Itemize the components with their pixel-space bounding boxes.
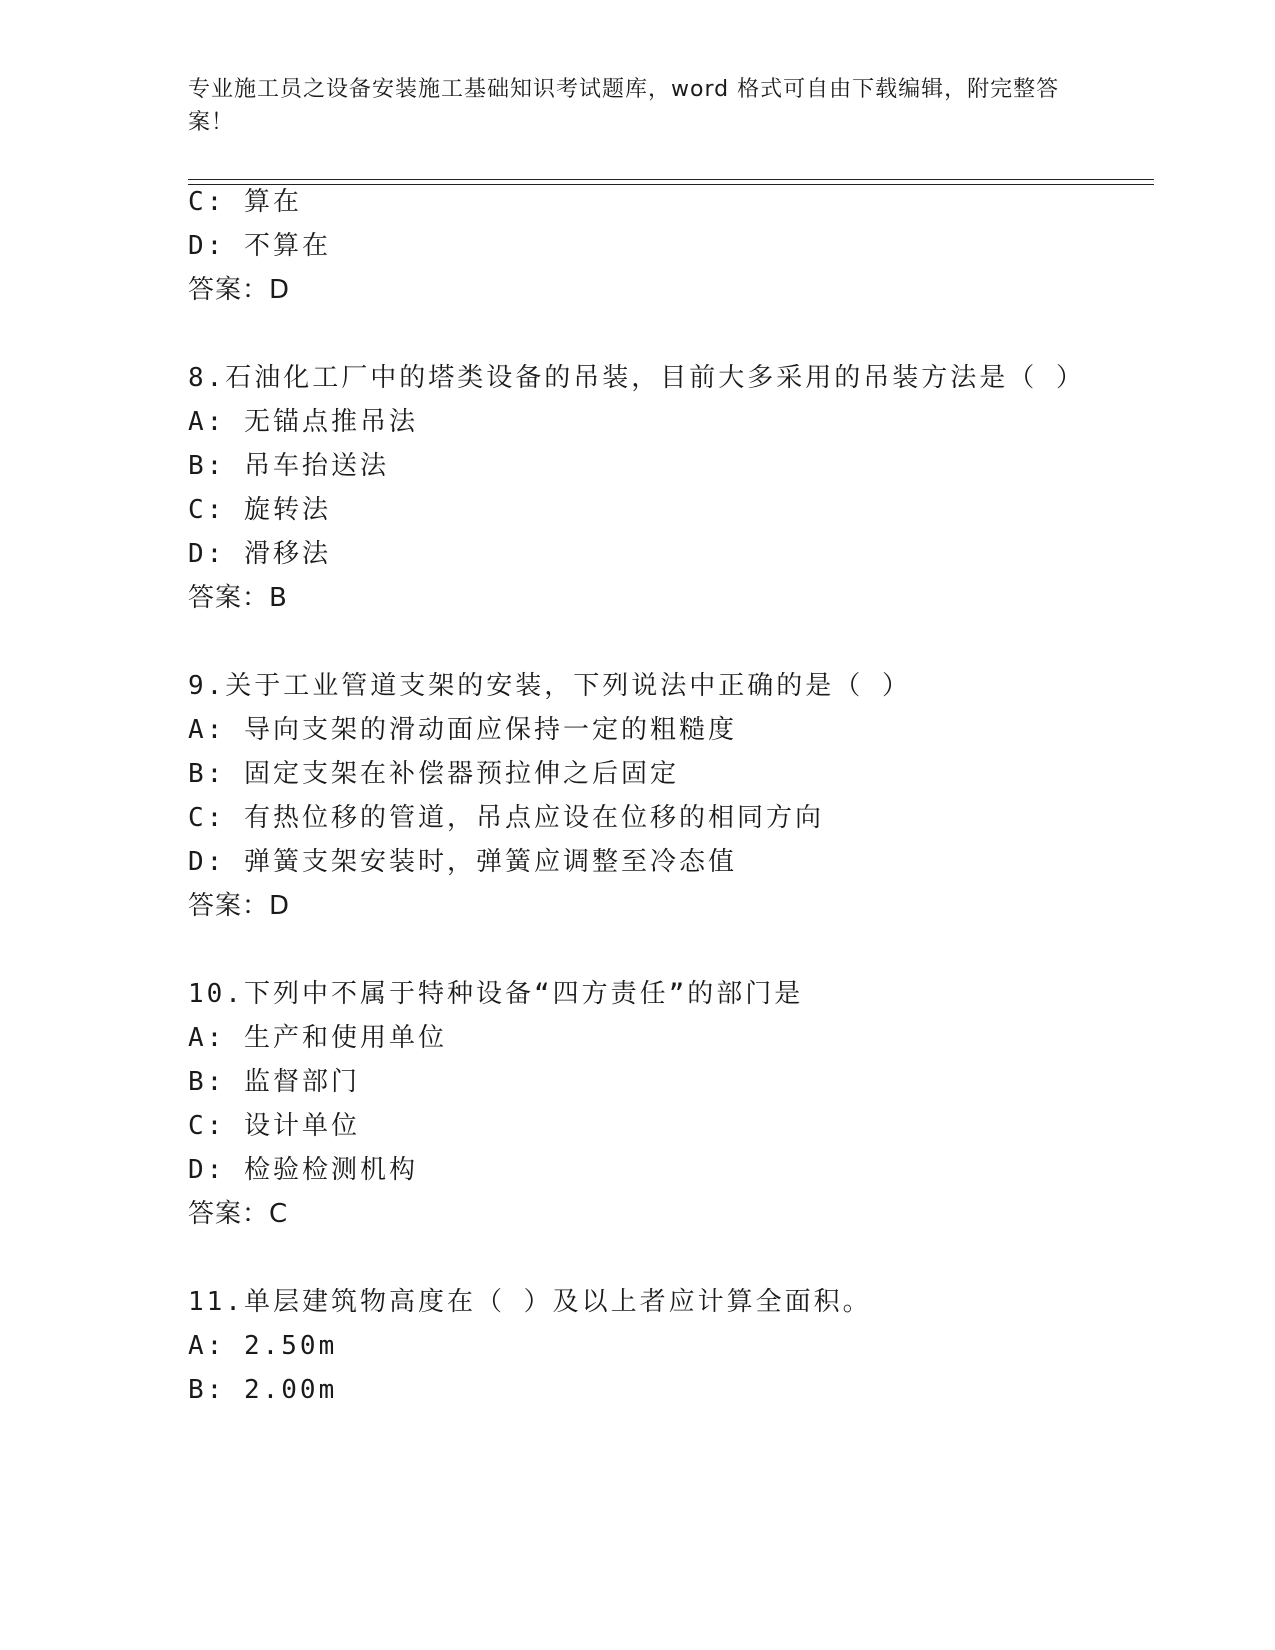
question-stem: 9.关于工业管道支架的安装，下列说法中正确的是（ ） [188,671,911,701]
option-d: D: 滑移法 [188,539,331,569]
answer: 答案：D [188,275,291,305]
answer: 答案：D [188,891,291,921]
option-a: A: 无锚点推吊法 [188,407,418,437]
option-a: A: 生产和使用单位 [188,1023,447,1053]
header-divider-top [188,179,1154,180]
option-b: B: 监督部门 [188,1067,360,1097]
option-b: B: 吊车抬送法 [188,451,389,481]
option-b: B: 2.00m [188,1375,338,1405]
option-d: D: 检验检测机构 [188,1155,418,1185]
option-c: C: 算在 [188,187,302,217]
document-header: 专业施工员之设备安装施工基础知识考试题库，word 格式可自由下载编辑，附完整答案！ [188,77,1060,135]
header-divider-bottom [188,184,1154,185]
question-stem: 8.石油化工厂中的塔类设备的吊装，目前大多采用的吊装方法是（ ） [188,363,1085,393]
option-c: C: 有热位移的管道，吊点应设在位移的相同方向 [188,803,824,833]
option-a: A: 2.50m [188,1331,338,1361]
question-stem: 11.单层建筑物高度在（ ）及以上者应计算全面积。 [188,1287,872,1317]
answer: 答案：C [188,1199,289,1229]
answer: 答案：B [188,583,288,613]
question-stem: 10.下列中不属于特种设备“四方责任”的部门是 [188,979,804,1009]
option-b: B: 固定支架在补偿器预拉伸之后固定 [188,759,679,789]
option-d: D: 弹簧支架安装时，弹簧应调整至冷态值 [188,847,737,877]
option-c: C: 设计单位 [188,1111,360,1141]
option-a: A: 导向支架的滑动面应保持一定的粗糙度 [188,715,737,745]
option-c: C: 旋转法 [188,495,331,525]
option-d: D: 不算在 [188,231,331,261]
